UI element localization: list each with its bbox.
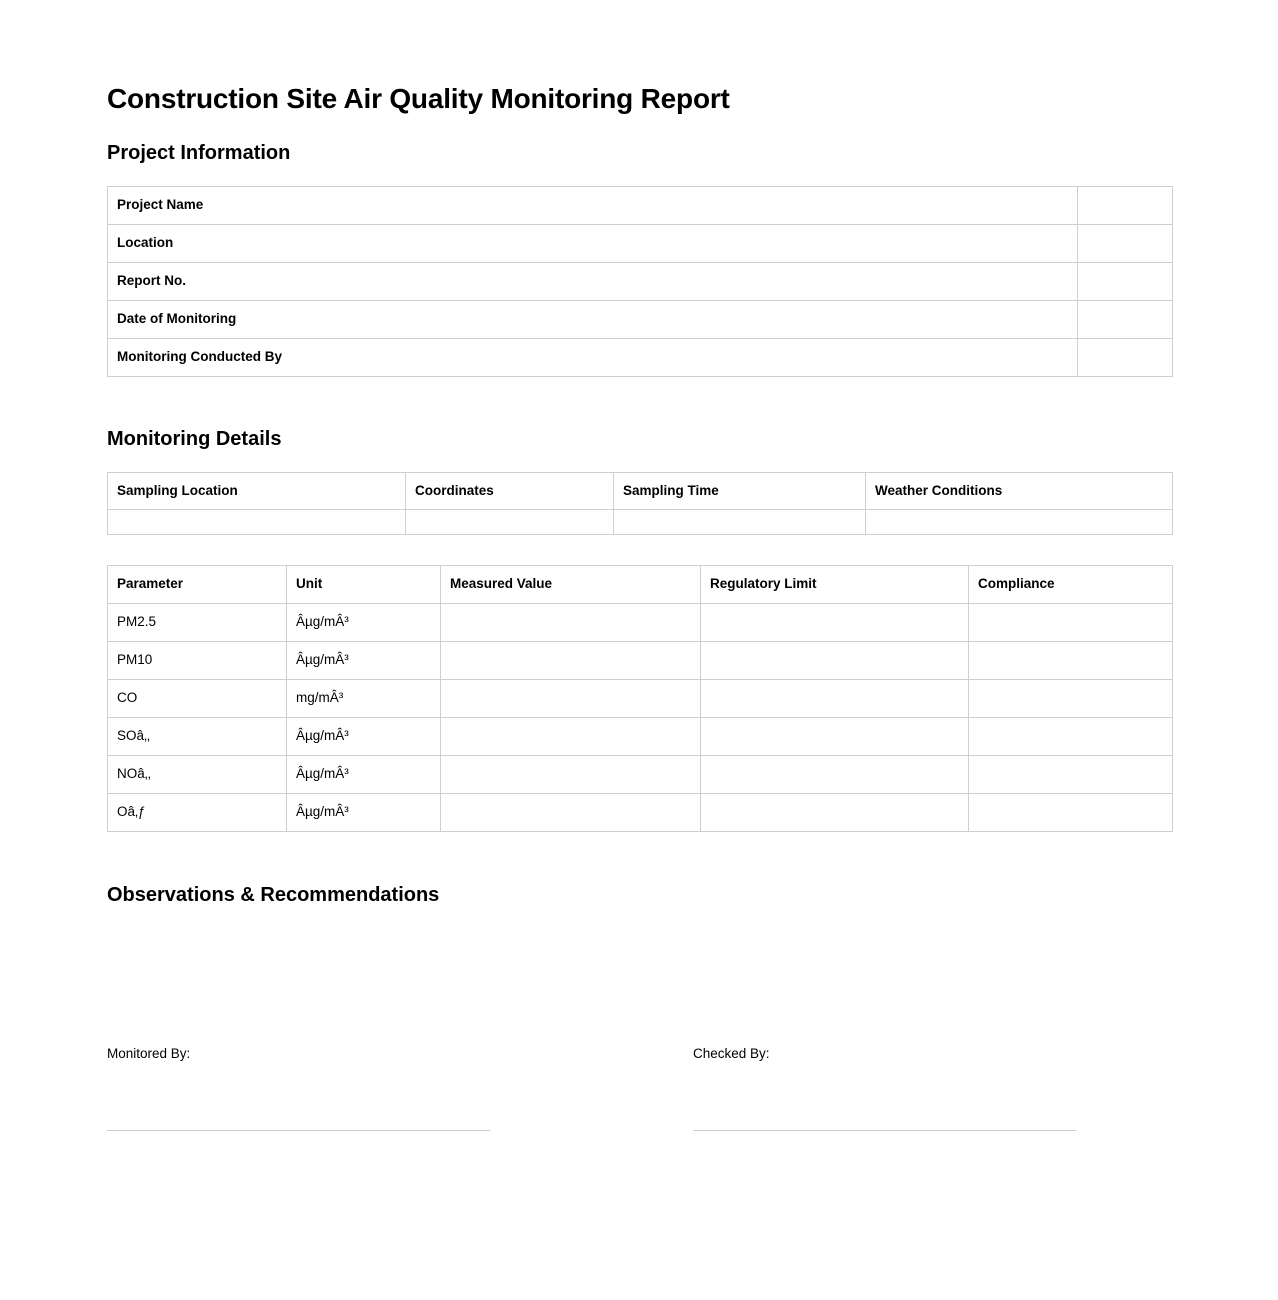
cell-sampling-time[interactable] xyxy=(614,510,866,535)
column-header-regulatory-limit: Regulatory Limit xyxy=(701,566,969,604)
table-row xyxy=(108,755,1173,793)
monitoring-conducted-by-label: Monitoring Conducted By xyxy=(108,338,1078,376)
column-header-parameter: Parameter xyxy=(108,566,287,604)
cell-parameter-unit: Âµg/mÂ³ xyxy=(287,642,441,680)
cell-regulatory-limit[interactable] xyxy=(701,793,969,831)
location-label: Location xyxy=(108,225,1078,263)
table-row xyxy=(108,510,1173,535)
column-header-sampling-location: Sampling Location xyxy=(108,472,406,510)
table-row xyxy=(108,680,1173,718)
project-name-value[interactable] xyxy=(1078,187,1173,225)
cell-parameter-name: NOâ‚‚ xyxy=(108,755,287,793)
checked-by-signature-line[interactable] xyxy=(693,1130,1076,1131)
column-header-compliance: Compliance xyxy=(969,566,1173,604)
cell-regulatory-limit[interactable] xyxy=(701,755,969,793)
monitored-by-label: Monitored By: xyxy=(107,1045,191,1061)
column-header-weather-conditions: Weather Conditions xyxy=(866,472,1173,510)
cell-regulatory-limit[interactable] xyxy=(701,604,969,642)
cell-parameter-unit: Âµg/mÂ³ xyxy=(287,755,441,793)
column-header-unit: Unit xyxy=(287,566,441,604)
report-no-value[interactable] xyxy=(1078,262,1173,300)
observations-text-area[interactable] xyxy=(107,907,1172,1046)
cell-regulatory-limit[interactable] xyxy=(701,717,969,755)
column-header-coordinates: Coordinates xyxy=(406,472,614,510)
section-heading-observations-recommendations: Observations & Recommendations xyxy=(107,883,440,906)
cell-sampling-location[interactable] xyxy=(108,510,406,535)
column-header-sampling-time: Sampling Time xyxy=(614,472,866,510)
monitored-by-signature-line[interactable] xyxy=(107,1130,490,1131)
table-row xyxy=(108,225,1173,263)
cell-coordinates[interactable] xyxy=(406,510,614,535)
spacer xyxy=(107,832,1172,883)
cell-compliance[interactable] xyxy=(969,793,1173,831)
cell-measured-value[interactable] xyxy=(441,755,701,793)
monitoring-details-table xyxy=(107,472,1173,536)
section-heading-project-information: Project Information xyxy=(107,142,291,165)
cell-measured-value[interactable] xyxy=(441,642,701,680)
column-header-measured-value: Measured Value xyxy=(441,566,701,604)
spacer xyxy=(107,115,1172,141)
table-row xyxy=(108,642,1173,680)
cell-measured-value[interactable] xyxy=(441,717,701,755)
cell-compliance[interactable] xyxy=(969,680,1173,718)
table-row xyxy=(108,604,1173,642)
table-row xyxy=(108,338,1173,376)
table-header-row xyxy=(108,472,1173,510)
table-row xyxy=(108,793,1173,831)
document-content xyxy=(107,0,1172,1146)
page-title: Construction Site Air Quality Monitoring Report xyxy=(107,83,730,114)
cell-measured-value[interactable] xyxy=(441,604,701,642)
project-information-table xyxy=(107,186,1173,376)
cell-measured-value[interactable] xyxy=(441,680,701,718)
cell-parameter-name: PM10 xyxy=(108,642,287,680)
cell-parameter-unit: Âµg/mÂ³ xyxy=(287,604,441,642)
cell-compliance[interactable] xyxy=(969,755,1173,793)
section-heading-monitoring-details: Monitoring Details xyxy=(107,427,282,450)
monitoring-conducted-by-value[interactable] xyxy=(1078,338,1173,376)
cell-compliance[interactable] xyxy=(969,717,1173,755)
cell-parameter-name: Oâ‚ƒ xyxy=(108,793,287,831)
cell-compliance[interactable] xyxy=(969,604,1173,642)
cell-weather-conditions[interactable] xyxy=(866,510,1173,535)
cell-parameter-name: SOâ‚‚ xyxy=(108,717,287,755)
spacer xyxy=(107,535,1172,565)
checked-by-label: Checked By: xyxy=(693,1045,770,1061)
spacer xyxy=(107,165,1172,186)
table-row xyxy=(108,187,1173,225)
table-header-row xyxy=(108,566,1173,604)
cell-parameter-unit: Âµg/mÂ³ xyxy=(287,717,441,755)
table-row xyxy=(108,262,1173,300)
cell-parameter-name: CO xyxy=(108,680,287,718)
parameters-table xyxy=(107,565,1173,831)
table-row xyxy=(108,300,1173,338)
location-value[interactable] xyxy=(1078,225,1173,263)
cell-measured-value[interactable] xyxy=(441,793,701,831)
signature-block-checked-by xyxy=(693,1046,1076,1062)
date-of-monitoring-label: Date of Monitoring xyxy=(108,300,1078,338)
report-no-label: Report No. xyxy=(108,262,1078,300)
cell-parameter-unit: Âµg/mÂ³ xyxy=(287,793,441,831)
signature-block-monitored-by xyxy=(107,1046,490,1062)
project-name-label: Project Name xyxy=(108,187,1078,225)
signature-row xyxy=(107,1046,1172,1146)
spacer xyxy=(107,377,1172,427)
date-of-monitoring-value[interactable] xyxy=(1078,300,1173,338)
table-row xyxy=(108,717,1173,755)
cell-parameter-unit: mg/mÂ³ xyxy=(287,680,441,718)
cell-regulatory-limit[interactable] xyxy=(701,680,969,718)
spacer xyxy=(107,451,1172,472)
cell-regulatory-limit[interactable] xyxy=(701,642,969,680)
cell-compliance[interactable] xyxy=(969,642,1173,680)
cell-parameter-name: PM2.5 xyxy=(108,604,287,642)
